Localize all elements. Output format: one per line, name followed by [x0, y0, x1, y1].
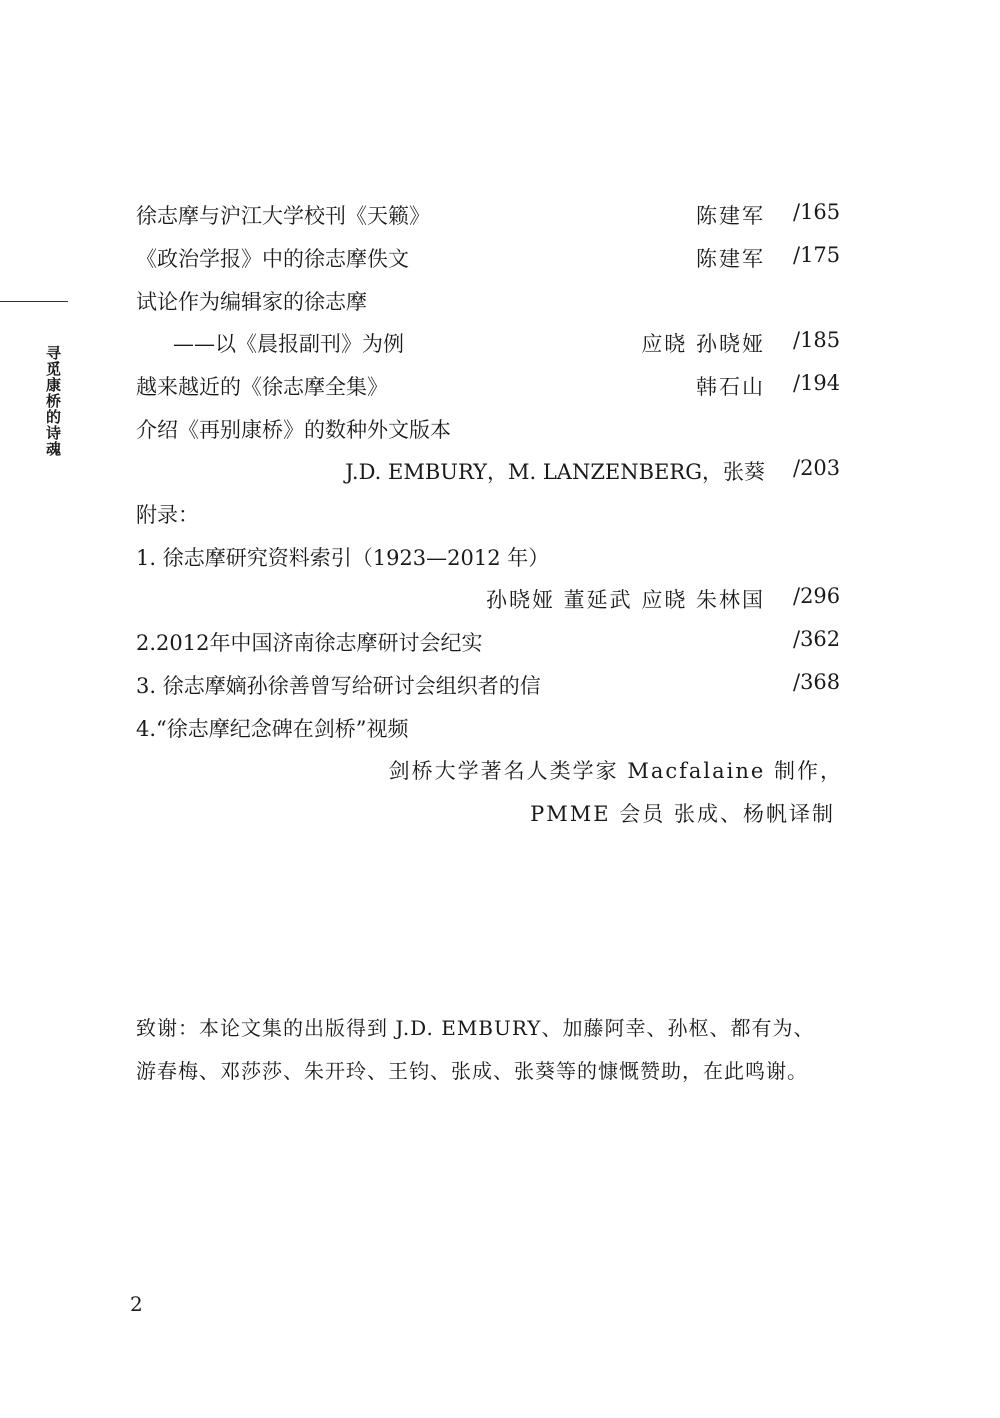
toc-title: 试论作为编辑家的徐志摩 — [136, 290, 367, 314]
appendix-page: /368 — [793, 670, 841, 694]
appendix-title: 3. 徐志摩嫡孙徐善曾写给研讨会组织者的信 — [136, 674, 541, 698]
acknowledgement-line: 游春梅、邓莎莎、朱开玲、王钧、张成、张葵等的慷慨赞助，在此鸣谢。 — [136, 1059, 808, 1083]
appendix-entry — [0, 538, 1000, 572]
appendix-entry — [0, 623, 1000, 657]
toc-entry — [0, 239, 1000, 273]
toc-author: 陈建军 — [696, 204, 765, 228]
running-title: 寻觅康桥的诗魂 — [44, 345, 62, 457]
toc-page: /194 — [793, 371, 841, 395]
toc-title: 《政治学报》中的徐志摩佚文 — [136, 247, 409, 271]
toc-author: 韩石山 — [696, 375, 765, 399]
toc-title: 介绍《再别康桥》的数种外文版本 — [136, 418, 451, 442]
appendix-page: /296 — [793, 584, 841, 608]
toc-subtitle: ——以《晨报副刊》为例 — [173, 332, 404, 356]
toc-entry — [0, 367, 1000, 401]
toc-author: 陈建军 — [696, 247, 765, 271]
appendix-title: 4.“徐志摩纪念碑在剑桥”视频 — [136, 717, 409, 741]
appendix-title: 1. 徐志摩研究资料索引（1923—2012 年） — [136, 546, 550, 570]
appendix-heading — [0, 495, 1000, 529]
toc-entry — [0, 282, 1000, 316]
toc-page: /175 — [793, 243, 841, 267]
page-number: 2 — [130, 1292, 143, 1316]
toc-entry — [0, 410, 1000, 444]
appendix-credit: PMME 会员 张成、杨帆译制 — [530, 802, 835, 826]
toc-page: /203 — [793, 456, 841, 480]
appendix-entry — [0, 666, 1000, 700]
appendix-entry — [0, 580, 1000, 614]
appendix-heading-text: 附录： — [136, 503, 199, 527]
toc-title: 越来越近的《徐志摩全集》 — [136, 375, 388, 399]
toc-title: 徐志摩与沪江大学校刊《天籁》 — [136, 204, 430, 228]
toc-entry — [0, 452, 1000, 486]
appendix-title: 2.2012年中国济南徐志摩研讨会纪实 — [136, 631, 483, 655]
appendix-entry — [0, 751, 1000, 785]
toc-entry — [0, 324, 1000, 358]
toc-page: /185 — [793, 328, 841, 352]
toc-entry — [0, 196, 1000, 230]
appendix-entry — [0, 794, 1000, 828]
appendix-entry — [0, 709, 1000, 743]
toc-page: /165 — [793, 200, 841, 224]
toc-author: J.D. EMBURY，M. LANZENBERG，张葵 — [345, 460, 765, 484]
toc-author: 应晓 孙晓娅 — [641, 332, 765, 356]
appendix-credit: 剑桥大学著名人类学家 Macfalaine 制作， — [388, 759, 843, 783]
appendix-author: 孙晓娅 董延武 应晓 朱林国 — [485, 588, 765, 612]
appendix-page: /362 — [793, 627, 841, 651]
acknowledgement-line: 致谢：本论文集的出版得到 J.D. EMBURY、加藤阿幸、孙枢、都有为、 — [136, 1016, 815, 1040]
